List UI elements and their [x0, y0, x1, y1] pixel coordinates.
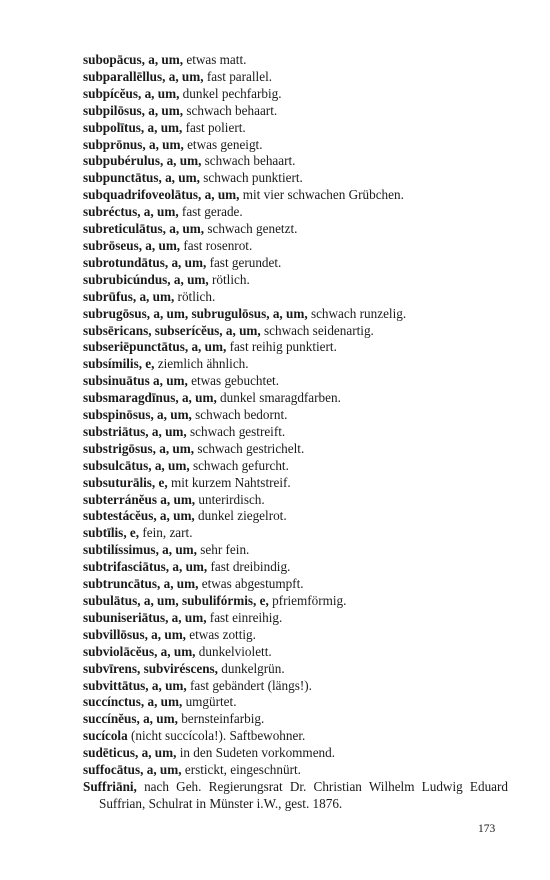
- entry-term: subpícĕus, a, um,: [83, 85, 180, 101]
- entry-definition: fein, zart.: [139, 525, 193, 541]
- dictionary-entry: [83, 339, 508, 356]
- dictionary-entry: [83, 86, 508, 103]
- entry-definition: etwas gebuchtet.: [187, 373, 280, 389]
- entry-term: subsēricans, subserícĕus, a, um,: [83, 322, 261, 338]
- entry-definition: fast dreibindig.: [207, 559, 291, 575]
- dictionary-entry: [83, 170, 508, 187]
- entry-definition: dunkel ziegelrot.: [194, 508, 287, 524]
- entry-term: subvittātus, a, um,: [83, 677, 187, 693]
- entry-term: subpunctātus, a, um,: [83, 170, 200, 186]
- entry-term: subpubérulus, a, um,: [83, 153, 202, 169]
- dictionary-entry: [83, 441, 508, 458]
- entry-definition: schwach punktiert.: [199, 170, 303, 186]
- entry-definition: bernsteinfarbig.: [177, 711, 265, 727]
- dictionary-entry: [83, 424, 508, 441]
- entry-definition: pfriemförmig.: [268, 593, 347, 608]
- dictionary-entry: [83, 323, 508, 340]
- entry-term: subtestácĕus, a, um,: [83, 508, 195, 524]
- entry-term: subtrifasciātus, a, um,: [83, 559, 208, 575]
- entry-term: subpilōsus, a, um,: [83, 102, 184, 118]
- entry-term: subquadrifoveolātus, a, um,: [83, 187, 240, 203]
- entry-definition: dunkelviolett.: [195, 643, 272, 659]
- entry-definition: etwas matt.: [183, 52, 247, 67]
- entry-definition: fast gerade.: [178, 204, 243, 220]
- entry-definition: mit vier schwachen Grübchen.: [239, 187, 404, 203]
- entry-term: succínĕus, a, um,: [83, 711, 178, 727]
- entry-definition: mit kurzem Nahtstreif.: [167, 474, 291, 490]
- entry-term: Suffriāni,: [83, 778, 137, 794]
- entry-definition: schwach gestreift.: [186, 423, 286, 439]
- dictionary-entry: [83, 356, 508, 373]
- dictionary-entry: [83, 661, 508, 678]
- entry-term: subtruncātus, a, um,: [83, 576, 199, 592]
- entry-term: subrotundātus, a, um,: [83, 254, 207, 270]
- entry-term: subsímilis, e,: [83, 356, 155, 372]
- entry-definition: ziemlich ähnlich.: [154, 356, 249, 372]
- entry-definition: schwach seidenartig.: [260, 322, 374, 338]
- dictionary-entry: [83, 458, 508, 475]
- entry-definition: schwach genetzt.: [204, 221, 298, 237]
- dictionary-entry-list: [83, 52, 508, 813]
- dictionary-entry: [83, 779, 508, 813]
- dictionary-entry: [83, 204, 508, 221]
- entry-definition: nach Geh. Regierungsrat Dr. Christian Wilhelm Ludwig Eduard Suffrian, Schulrat in Münster i.W., gest. 1876.: [99, 778, 508, 811]
- entry-definition: schwach bedornt.: [191, 407, 288, 423]
- entry-definition: dunkel smaragdfarben.: [216, 390, 341, 406]
- entry-definition: etwas geneigt.: [183, 136, 263, 152]
- dictionary-entry: [83, 187, 508, 204]
- entry-term: subtilíssimus, a, um,: [83, 542, 197, 558]
- entry-term: subseriēpunctātus, a, um,: [83, 339, 227, 355]
- entry-definition: sehr fein.: [196, 542, 250, 558]
- dictionary-entry: [83, 559, 508, 576]
- entry-term: subvīrens, subviréscens,: [83, 660, 218, 676]
- entry-definition: rötlich.: [208, 271, 250, 287]
- dictionary-entry: [83, 137, 508, 154]
- entry-term: subpolītus, a, um,: [83, 119, 183, 135]
- entry-definition: erstickt, eingeschnürt.: [181, 762, 301, 778]
- entry-term: suffocātus, a, um,: [83, 762, 182, 778]
- entry-definition: in den Sudeten vorkommend.: [176, 745, 336, 761]
- dictionary-entry: [83, 525, 508, 542]
- entry-term: subrūfus, a, um,: [83, 288, 175, 304]
- dictionary-entry: [83, 407, 508, 424]
- dictionary-entry: [83, 390, 508, 407]
- entry-definition: rötlich.: [174, 288, 216, 304]
- entry-definition: dunkelgrün.: [217, 660, 285, 676]
- entry-term: subterránĕus a, um,: [83, 491, 196, 507]
- entry-term: subtīlis, e,: [83, 525, 140, 541]
- entry-definition: fast einreihig.: [206, 609, 283, 625]
- entry-definition: umgürtet.: [182, 694, 237, 710]
- entry-term: subparallēllus, a, um,: [83, 68, 204, 84]
- entry-definition: schwach behaart.: [183, 102, 278, 118]
- entry-term: subsmaragdīnus, a, um,: [83, 390, 217, 406]
- dictionary-entry: [83, 728, 508, 745]
- entry-term: subrugōsus, a, um, subrugulōsus, a, um,: [83, 305, 308, 321]
- entry-term: subrubicúndus, a, um,: [83, 271, 209, 287]
- entry-term: subvillōsus, a, um,: [83, 626, 186, 642]
- dictionary-entry: [83, 289, 508, 306]
- dictionary-entry: [83, 153, 508, 170]
- entry-term: subulātus, a, um, subulifórmis, e,: [83, 593, 269, 608]
- entry-definition: schwach gestrichelt.: [194, 440, 305, 456]
- entry-definition: etwas zottig.: [185, 626, 256, 642]
- dictionary-entry: [83, 272, 508, 289]
- dictionary-entry: [83, 373, 508, 390]
- dictionary-entry: [83, 610, 508, 627]
- dictionary-entry: [83, 120, 508, 137]
- entry-term: subsinuātus a, um,: [83, 373, 188, 389]
- entry-term: subuniseriātus, a, um,: [83, 609, 207, 625]
- entry-definition: fast gebändert (längs!).: [186, 677, 312, 693]
- dictionary-entry: [83, 644, 508, 661]
- entry-term: subrōseus, a, um,: [83, 237, 181, 253]
- dictionary-entry: [83, 69, 508, 86]
- entry-definition: fast poliert.: [182, 119, 246, 135]
- dictionary-entry: [83, 678, 508, 695]
- entry-term: subreticulātus, a, um,: [83, 221, 205, 237]
- dictionary-entry: [83, 627, 508, 644]
- entry-term: subprōnus, a, um,: [83, 136, 184, 152]
- entry-term: subviolācĕus, a, um,: [83, 643, 196, 659]
- entry-definition: (nicht succícola!). Saftbewohner.: [127, 728, 306, 744]
- dictionary-entry: [83, 475, 508, 492]
- entry-definition: fast gerundet.: [206, 254, 282, 270]
- entry-term: substriātus, a, um,: [83, 423, 187, 439]
- entry-definition: schwach behaart.: [201, 153, 296, 169]
- entry-term: subsulcātus, a, um,: [83, 457, 190, 473]
- entry-term: substrigōsus, a, um,: [83, 440, 195, 456]
- page-number: 173: [478, 823, 496, 835]
- entry-term: sucícola: [83, 728, 128, 744]
- dictionary-entry: [83, 542, 508, 559]
- dictionary-entry: [83, 711, 508, 728]
- dictionary-entry: [83, 745, 508, 762]
- entry-definition: fast rosenrot.: [180, 237, 253, 253]
- dictionary-entry: [83, 52, 508, 69]
- dictionary-entry: [83, 593, 508, 610]
- dictionary-entry: [83, 492, 508, 509]
- entry-term: subspinōsus, a, um,: [83, 407, 192, 423]
- entry-term: subopācus, a, um,: [83, 52, 184, 67]
- entry-term: subsuturālis, e,: [83, 474, 168, 490]
- dictionary-entry: [83, 508, 508, 525]
- entry-definition: schwach gefurcht.: [189, 457, 289, 473]
- dictionary-entry: [83, 762, 508, 779]
- entry-definition: dunkel pechfarbig.: [179, 85, 282, 101]
- dictionary-entry: [83, 576, 508, 593]
- entry-definition: schwach runzelig.: [307, 305, 407, 321]
- dictionary-entry: [83, 694, 508, 711]
- dictionary-entry: [83, 103, 508, 120]
- dictionary-entry: [83, 238, 508, 255]
- entry-definition: fast reihig punktiert.: [226, 339, 337, 355]
- entry-definition: etwas abgestumpft.: [198, 576, 304, 592]
- entry-definition: unterirdisch.: [195, 491, 265, 507]
- entry-term: succínctus, a, um,: [83, 694, 183, 710]
- entry-term: subréctus, a, um,: [83, 204, 179, 220]
- entry-definition: fast parallel.: [203, 68, 273, 84]
- dictionary-entry: [83, 255, 508, 272]
- dictionary-entry: [83, 306, 508, 323]
- dictionary-entry: [83, 221, 508, 238]
- entry-term: sudēticus, a, um,: [83, 745, 177, 761]
